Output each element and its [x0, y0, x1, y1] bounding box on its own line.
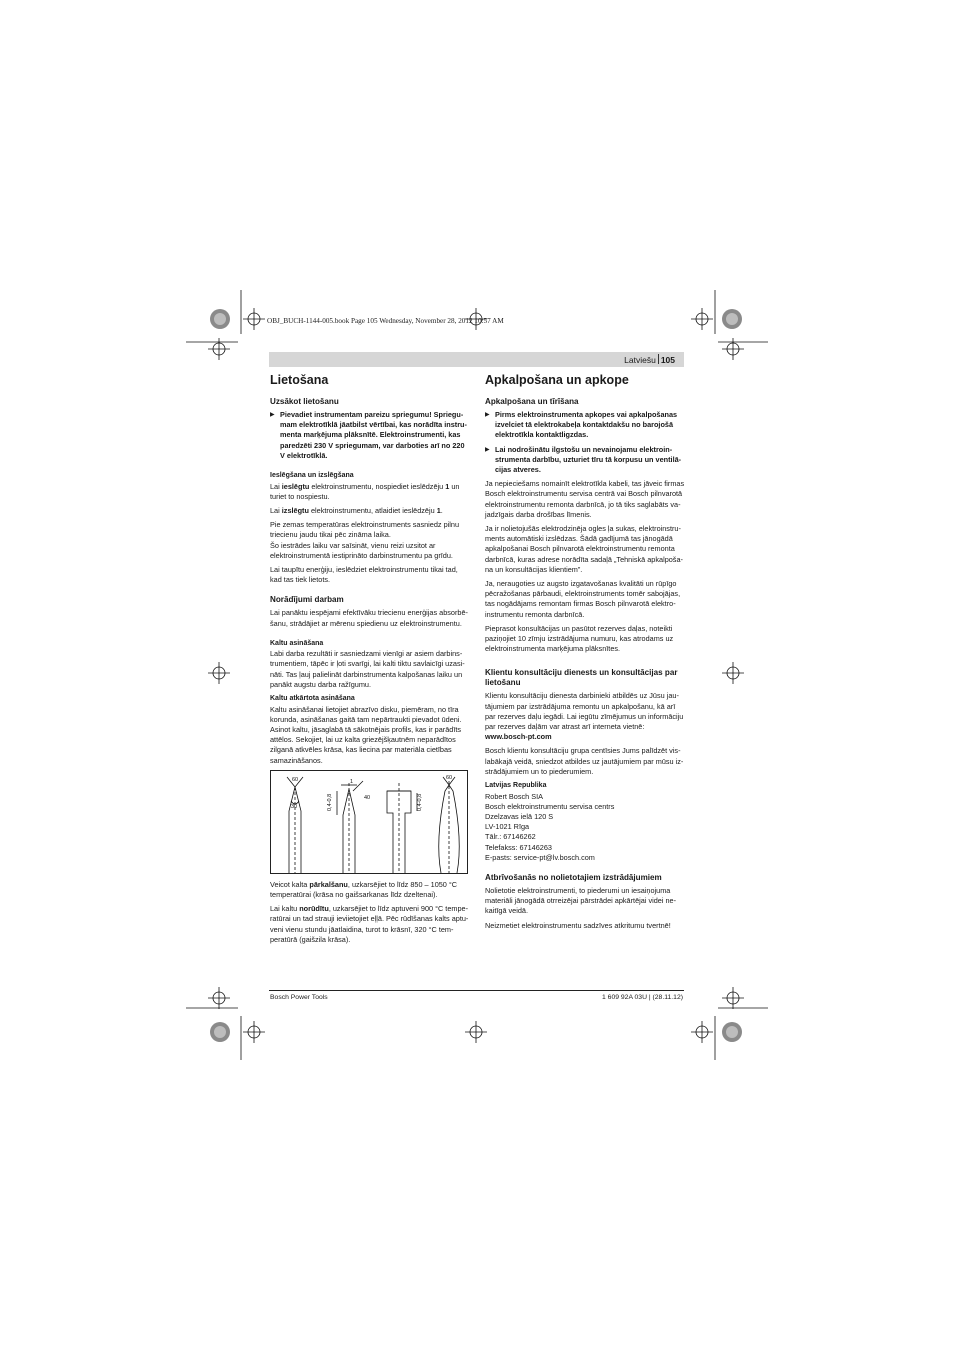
right-column	[485, 373, 685, 935]
warning-unplug: ▶ Pirms elektroinstrumenta apkopes vai apkalpošanas izvelciet tā elektrokabeļa kontaktdakšu no barojošā elektrotīkla kontaktligzdas.	[485, 410, 685, 441]
address-email[interactable]: E-pasts: service-pt@lv.bosch.com	[485, 852, 595, 862]
heading-disposal: Atbrīvošanās no nolietotajiem izstrādājumiem	[485, 873, 662, 883]
paragraph-switch-off: Lai izslēgtu elektroinstrumentu, atlaidiet ieslēdzēju 1.	[270, 505, 443, 515]
paragraph-brushes: Ja ir nolietojušās elektrodzinēja ogles ļa sukas, elektroinstruments automātiski izslēdzas. Šādā gadījumā tas jānogādā apkalpošanai Bosch pilnvarotā elektroinstrumentu remonta darbnīcā, kuras adrese norādīta sadaļā „Tehniskā apkalpošana un konsultācijas klientiem”.	[485, 524, 683, 574]
paragraph-disposal: Nolietotie elektroinstrumenti, to piederumi un iesaiņojuma materiāli jānogādā otrreizējai pārstrādei apkārtējai videi nekaitīgā veidā.	[485, 886, 677, 916]
footer-doc-number: 1 609 92A 03U | (28.11.12)	[602, 994, 683, 1001]
paragraph-service-group: Bosch klientu konsultāciju grupa centīsies Jums palīdzēt vislabākajā veidā, sniedzot atbildes uz jautājumiem par mūsu izstrādājumiem un to piederumiem.	[485, 746, 684, 776]
paragraph-repair: Ja, neraugoties uz augsto izgatavošanas kvalitāti un rūpīgo pēcražošanas pārbaudi, elektroinstruments tomēr sabojājas, tas nogādājams remontam firmas Bosch pilnvarotā elektroinstrumentu remonta darbnīcā.	[485, 579, 681, 619]
paragraph-cable: Ja nepieciešams nomainīt elektrotīkla kabeli, tas jāveic firmas Bosch elektroinstrumentu servisa centrā vai Bosch pilnvarotā elektroinstrumentu remonta darbnīcā, jo tā tiks saglabāts vajadzīgais darba drošības līmenis.	[485, 479, 685, 519]
paragraph-work: Lai panāktu iespējami efektīvāku triecienu enerģijas absorbēšanu, strādājiet ar mērenu spiedienu uz elektroinstrumentu.	[270, 608, 468, 628]
slug-line: OBJ_BUCH-1144-005.book Page 105 Wednesday, November 28, 2012 10:57 AM	[267, 317, 504, 325]
paragraph-spare-parts: Pieprasot konsultācijas un pasūtot rezerves daļas, noteikti paziņojiet 10 zīmju izstrādājuma numuru, kas atrodams uz elektroinstrumenta marķējuma plāksnītes.	[485, 623, 674, 654]
heading-start-up: Uzsākot lietošanu	[270, 397, 339, 406]
header-separator	[658, 354, 659, 364]
warning-voltage: ▶ Pievadiet instrumentam pareizu spriegumu! Spriegumam elektrotīklā jāatbilst vērtībai, kas norādīta instrumenta marķējuma plāksnītē. Elektroinstrumenti, kas paredzēti 230 V spriegumam, var darboties arī no 220 V elektrotīklā.	[270, 410, 470, 461]
paragraph-cold-2: Šo iestrādes laiku var saīsināt, vienu reizi uzsitot ar elektroinstrumentā iestiprināto darbinstrumentu pa grīdu.	[270, 540, 453, 560]
heading-working-advice: Norādījumi darbam	[270, 595, 344, 605]
paragraph-switch-on: Lai ieslēgtu elektroinstrumentu, nospiediet ieslēdzēju 1 un turiet to nospiestu.	[270, 481, 460, 501]
left-column	[270, 373, 470, 949]
address-company: Robert Bosch SIA	[485, 791, 543, 801]
address-fax: Telefakss: 67146263	[485, 842, 552, 852]
header-bar	[269, 352, 684, 367]
heading-cleaning: Apkalpošana un tīrīšana	[485, 397, 579, 406]
subheading-switch: Ieslēgšana un izslēgšana	[270, 472, 354, 480]
label-dimension-1: 1	[350, 778, 354, 785]
address-block	[485, 792, 685, 863]
running-header	[624, 354, 675, 365]
subheading-resharpening: Kaltu atkārtota asināšana	[270, 695, 355, 703]
paragraph-service: Klientu konsultāciju dienesta darbinieki atbildēs uz Jūsu jautājumiem par izstrādājuma remontu un apkalpošanu, kā arī par rezerves daļu iegādi. Lai iegūtu zīmējumus un informāciju par rezerves daļām var atrast arī interneta vietnē:	[485, 691, 684, 732]
address-phone: Tālr.: 67146262	[485, 832, 536, 842]
paragraph-household-waste: Neizmetiet elektroinstrumentu sadzīves atkritumu tvertnē!	[485, 920, 671, 930]
paragraph-sharpening: Labi darba rezultāti ir sasniedzami vienīgi ar asiem darbinstrumentiem, tāpēc ir ļoti svarīgi, lai kalti tiktu savlaicīgi uzasināti. Tas ļauj palielināt darbinstrumenta kalpošanas laiku un panākt augstu darba ražīgumu.	[270, 649, 465, 689]
label-angle-40: 40	[364, 794, 371, 801]
section-title-maintenance: Apkalpošana un apkope	[485, 373, 629, 387]
paragraph-forging: Veicot kalta pārkalšanu, uzkarsējiet to līdz 850 – 1050 °C temperatūrai (krāsa no gaišsarkanas līdz dzeltenai).	[270, 879, 458, 899]
label-angle-30: 30	[291, 803, 298, 810]
label-angle-60: 60	[292, 776, 299, 783]
footer-brand: Bosch Power Tools	[270, 994, 328, 1001]
address-centre: Bosch elektroinstrumentu servisa centrs	[485, 801, 615, 811]
footer-rule	[269, 990, 684, 991]
page-number: 105	[660, 355, 675, 365]
paragraph-resharpening: Kaltu asināšanai lietojiet abrazīvo disku, piemēram, no tīra korunda, asināšanas gaitā tam nepārtraukti pievadot ūdeni. Asinot kaltu, jāsaglabā tā sākotnējais profils, kas ir parādīts attēlos. Sekojiet, lai uz kalta griezējšķautnēm neparādītos zilganā atkvēles krāsa, kas liecina par materiāla cietības samazināšanos.	[270, 704, 462, 765]
chisel-profile-figure	[270, 770, 468, 874]
warning-keep-clean: ▶ Lai nodrošinātu ilgstošu un nevainojamu elektroinstrumenta darbību, uzturiet tīru tā korpusu un ventilācijas atveres.	[485, 445, 685, 476]
label-thickness-3: 0,4-0,8	[417, 793, 423, 811]
paragraph-cold-1: Pie zemas temperatūras elektroinstruments sasniedz pilnu triecienu jaudu tikai pēc zināma laika.	[270, 520, 459, 540]
label-angle-60-b: 60	[446, 774, 453, 781]
section-title-usage: Lietošana	[270, 373, 329, 387]
country-heading: Latvijas Republika	[485, 782, 547, 790]
address-street: Dzelzavas ielā 120 S	[485, 812, 554, 821]
label-thickness-2: 0,4-0,8	[327, 793, 333, 811]
subheading-sharpening: Kaltu asināšana	[270, 639, 324, 647]
header-language: Latviešu	[624, 355, 656, 365]
heading-customer-service: Klientu konsultāciju dienests un konsultācijas par lietošanu	[485, 668, 678, 688]
paragraph-energy: Lai taupītu enerģiju, ieslēdziet elektroinstrumentu tikai tad, kad tas tiek lietots.	[270, 564, 458, 585]
paragraph-tempering: Lai kaltu norūdītu, uzkarsējiet to līdz aptuveni 900 °C temperatūrai un tad strauji ieviietojiet eļļā. Pēc rūdīšanas kalts aptuveni vienu stundu jāatlaidina, turot to krāsnī, 320 °C temperatūrā (gaišzila krāsa).	[270, 904, 469, 944]
website-link[interactable]: www.bosch-pt.com	[485, 732, 552, 742]
address-city: LV-1021 Rīga	[485, 822, 530, 832]
